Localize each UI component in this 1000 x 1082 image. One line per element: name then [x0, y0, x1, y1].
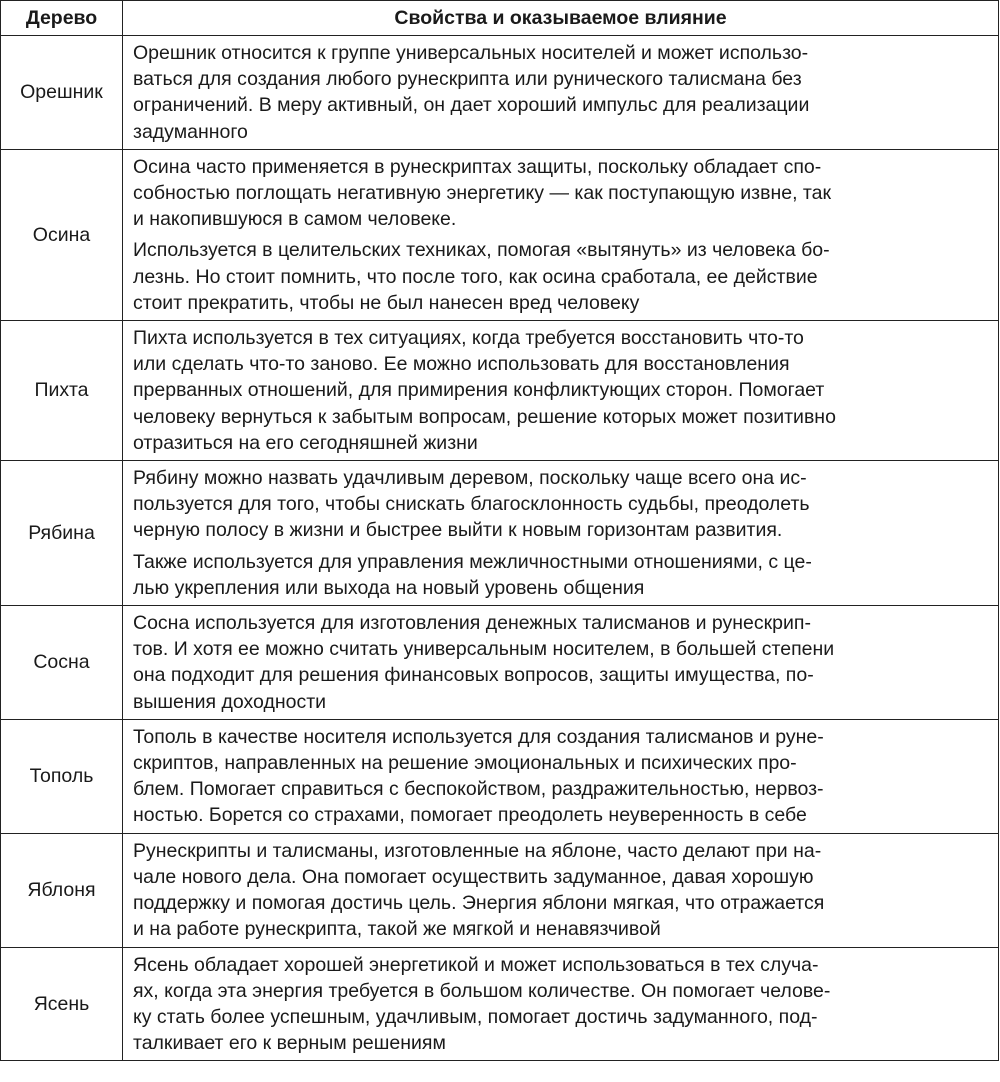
description-cell — [123, 461, 999, 606]
header-properties: Свойства и оказываемое влияние — [123, 1, 999, 36]
tree-name-cell: Тополь — [1, 719, 123, 833]
description-line: стоит прекратить, чтобы не был нанесен вред человеку — [133, 291, 640, 314]
table-row — [1, 719, 999, 833]
description-line: Также используется для управления межличностными отношениями, с це- — [133, 550, 812, 573]
description-paragraph — [133, 610, 990, 715]
description-line: она подходит для решения финансовых вопросов, защиты имущества, по- — [133, 664, 814, 687]
description-line: Рунескрипты и талисманы, изготовленные на яблоне, часто делают при на- — [133, 839, 822, 862]
description-line: ку стать более успешным, удачливым, помогает достичь задуманного, под- — [133, 1005, 818, 1028]
description-cell — [123, 606, 999, 720]
description-line: тов. И хотя ее можно считать универсальным носителем, в большей степени — [133, 638, 835, 661]
description-line: ях, когда эта энергия требуется в большом количестве. Он помогает челове- — [133, 979, 831, 1002]
description-paragraph — [133, 838, 990, 943]
table-header-row — [1, 1, 999, 36]
description-line: Пихта используется в тех ситуациях, когда требуется восстановить что-то — [133, 327, 804, 350]
description-line: собностью поглощать негативную энергетику — как поступающую извне, так — [133, 182, 832, 205]
description-paragraph — [133, 952, 990, 1057]
tree-name-cell: Осина — [1, 149, 123, 320]
table-row — [1, 833, 999, 947]
table-body — [1, 36, 999, 1061]
description-cell — [123, 149, 999, 320]
description-line: задуманного — [133, 120, 248, 143]
description-line: чале нового дела. Она помогает осуществить задуманное, давая хорошую — [133, 865, 814, 888]
description-line: Сосна используется для изготовления денежных талисманов и рунескрип- — [133, 612, 811, 635]
description-cell — [123, 833, 999, 947]
description-line: пользуется для того, чтобы снискать благосклонность судьбы, преодолеть — [133, 493, 810, 516]
description-line: Рябину можно назвать удачливым деревом, поскольку чаще всего она ис- — [133, 467, 807, 490]
description-line: Используется в целительских техниках, помогая «вытянуть» из человека бо- — [133, 239, 830, 262]
description-line: прерванных отношений, для примирения конфликтующих сторон. Помогает — [133, 379, 825, 402]
description-line: скриптов, направленных на решение эмоциональных и психических про- — [133, 752, 797, 775]
description-line: человеку вернуться к забытым вопросам, решение которых может позитивно — [133, 405, 836, 428]
description-line: ваться для создания любого рунескрипта или рунического талисмана без — [133, 68, 802, 91]
description-line: лезнь. Но стоит помнить, что после того, как осина сработала, ее действие — [133, 265, 818, 288]
description-line: отразиться на его сегодняшней жизни — [133, 431, 478, 454]
header-tree: Дерево — [1, 1, 123, 36]
description-line: Тополь в качестве носителя используется для создания талисманов и руне- — [133, 725, 824, 748]
tree-name-cell: Пихта — [1, 321, 123, 461]
description-paragraph — [133, 549, 990, 601]
description-line: черную полосу в жизни и быстрее выйти к новым горизонтам развития. — [133, 519, 783, 542]
tree-name-cell: Орешник — [1, 36, 123, 150]
description-line: или сделать что-то заново. Ее можно использовать для восстановления — [133, 353, 790, 376]
description-cell — [123, 719, 999, 833]
description-paragraph — [133, 325, 990, 456]
tree-name-cell: Яблоня — [1, 833, 123, 947]
description-line: Орешник относится к группе универсальных носителей и может использо- — [133, 42, 809, 64]
description-line: блем. Помогает справиться с беспокойством, раздражительностью, нервоз- — [133, 778, 824, 801]
description-line: вышения доходности — [133, 690, 327, 713]
description-line: и на работе рунескрипта, такой же мягкой и ненавязчивой — [133, 918, 661, 941]
description-line: талкивает его к верным решениям — [133, 1032, 446, 1055]
table-row — [1, 461, 999, 606]
table-row — [1, 321, 999, 461]
tree-name-cell: Рябина — [1, 461, 123, 606]
table-row — [1, 947, 999, 1061]
description-paragraph — [133, 724, 990, 829]
description-cell — [123, 947, 999, 1061]
table-row — [1, 149, 999, 320]
description-line: Ясень обладает хорошей энергетикой и может использоваться в тех случа- — [133, 953, 819, 976]
description-line: и накопившуюся в самом человеке. — [133, 208, 457, 231]
description-line: ограничений. В меру активный, он дает хороший импульс для реализации — [133, 94, 810, 117]
description-cell — [123, 36, 999, 150]
description-line: поддержку и помогая достичь цель. Энергия яблони мягкая, что отражается — [133, 892, 825, 915]
description-line: лью укрепления или выхода на новый уровень общения — [133, 576, 645, 599]
tree-name-cell: Ясень — [1, 947, 123, 1061]
description-paragraph — [133, 465, 990, 544]
description-line: Осина часто применяется в рунескриптах защиты, поскольку обладает спо- — [133, 155, 822, 178]
description-cell — [123, 321, 999, 461]
description-paragraph — [133, 237, 990, 316]
tree-name-cell: Сосна — [1, 606, 123, 720]
description-line: ностью. Борется со страхами, помогает преодолеть неуверенность в себе — [133, 804, 807, 827]
description-paragraph — [133, 154, 990, 233]
table-row — [1, 36, 999, 150]
table-row — [1, 606, 999, 720]
description-paragraph — [133, 40, 990, 145]
